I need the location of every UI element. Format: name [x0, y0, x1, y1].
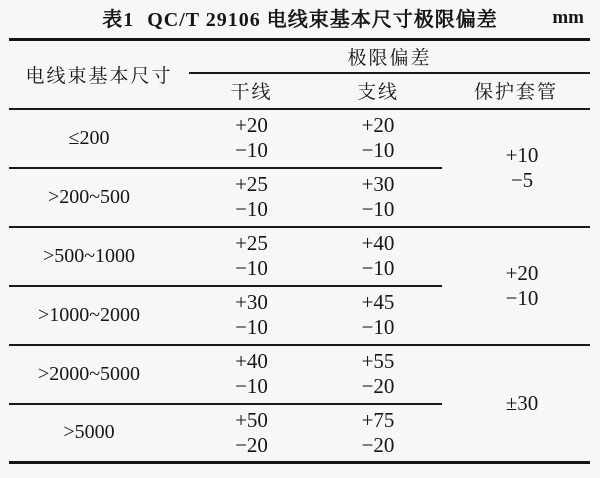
- sleeve-cell: [442, 109, 590, 227]
- branch-line-cell: [314, 404, 442, 463]
- deviation-plus: +75: [361, 407, 395, 432]
- table-row: [9, 345, 590, 404]
- deviation-plus: +20: [505, 260, 539, 285]
- deviation-minus: −20: [235, 432, 268, 457]
- header-branch-line: 支线: [314, 73, 442, 109]
- deviation-minus: −10: [361, 315, 395, 339]
- table-row: [9, 109, 590, 168]
- dimension-cell: >200~500: [9, 168, 189, 227]
- deviation-minus: −20: [361, 432, 395, 457]
- branch-line-cell: [314, 227, 442, 286]
- deviation-table: [9, 38, 590, 464]
- header-main-line: 干线: [189, 73, 314, 109]
- deviation-plus: +45: [361, 290, 395, 314]
- deviation-minus: −5: [510, 167, 534, 192]
- deviation-minus: −10: [361, 138, 395, 162]
- dimension-cell: ≤200: [9, 109, 189, 168]
- deviation-value: ±30: [505, 390, 539, 415]
- table-number-label: 表1: [102, 9, 135, 31]
- deviation-plus: +30: [361, 172, 395, 196]
- branch-line-cell: [314, 345, 442, 404]
- dimension-cell: >500~1000: [9, 227, 189, 286]
- main-line-cell: [189, 404, 314, 463]
- deviation-minus: −10: [235, 197, 268, 221]
- dimension-cell: >1000~2000: [9, 286, 189, 345]
- unit-label: mm: [552, 7, 584, 28]
- dimension-cell: >2000~5000: [9, 345, 189, 404]
- deviation-minus: −20: [361, 374, 395, 398]
- dimension-cell: >5000: [63, 421, 115, 444]
- deviation-plus: +50: [235, 407, 268, 432]
- main-line-cell: [189, 109, 314, 168]
- header-protective-sleeve: 保护套管: [442, 73, 590, 109]
- deviation-plus: +30: [235, 290, 268, 314]
- deviation-plus: +20: [235, 113, 268, 137]
- branch-line-cell: [314, 168, 442, 227]
- deviation-plus: +25: [235, 231, 268, 255]
- table-title-text: QC/T 29106 电线束基本尺寸极限偏差: [147, 9, 498, 31]
- header-dimension: 电线束基本尺寸: [9, 40, 189, 109]
- main-line-cell: [189, 227, 314, 286]
- branch-line-cell: [314, 109, 442, 168]
- header-deviation-group: 极限偏差: [189, 40, 590, 73]
- deviation-minus: −10: [235, 374, 268, 398]
- deviation-minus: −10: [505, 285, 539, 310]
- deviation-plus: +10: [505, 142, 539, 167]
- deviation-plus: +55: [361, 349, 395, 373]
- deviation-plus: +20: [361, 113, 395, 137]
- deviation-minus: −10: [235, 138, 268, 162]
- main-line-cell: [189, 286, 314, 345]
- main-line-cell: [189, 168, 314, 227]
- table-row: [9, 227, 590, 286]
- deviation-minus: −10: [361, 197, 395, 221]
- deviation-minus: −10: [235, 315, 268, 339]
- deviation-plus: +25: [235, 172, 268, 196]
- main-line-cell: [189, 345, 314, 404]
- branch-line-cell: [314, 286, 442, 345]
- deviation-minus: −10: [235, 256, 268, 280]
- deviation-plus: +40: [235, 349, 268, 373]
- sleeve-cell: [442, 227, 590, 345]
- table-title: [0, 6, 600, 36]
- deviation-plus: +40: [361, 231, 395, 255]
- sleeve-cell: [442, 345, 590, 463]
- deviation-minus: −10: [361, 256, 395, 280]
- header-row-group: [9, 40, 590, 73]
